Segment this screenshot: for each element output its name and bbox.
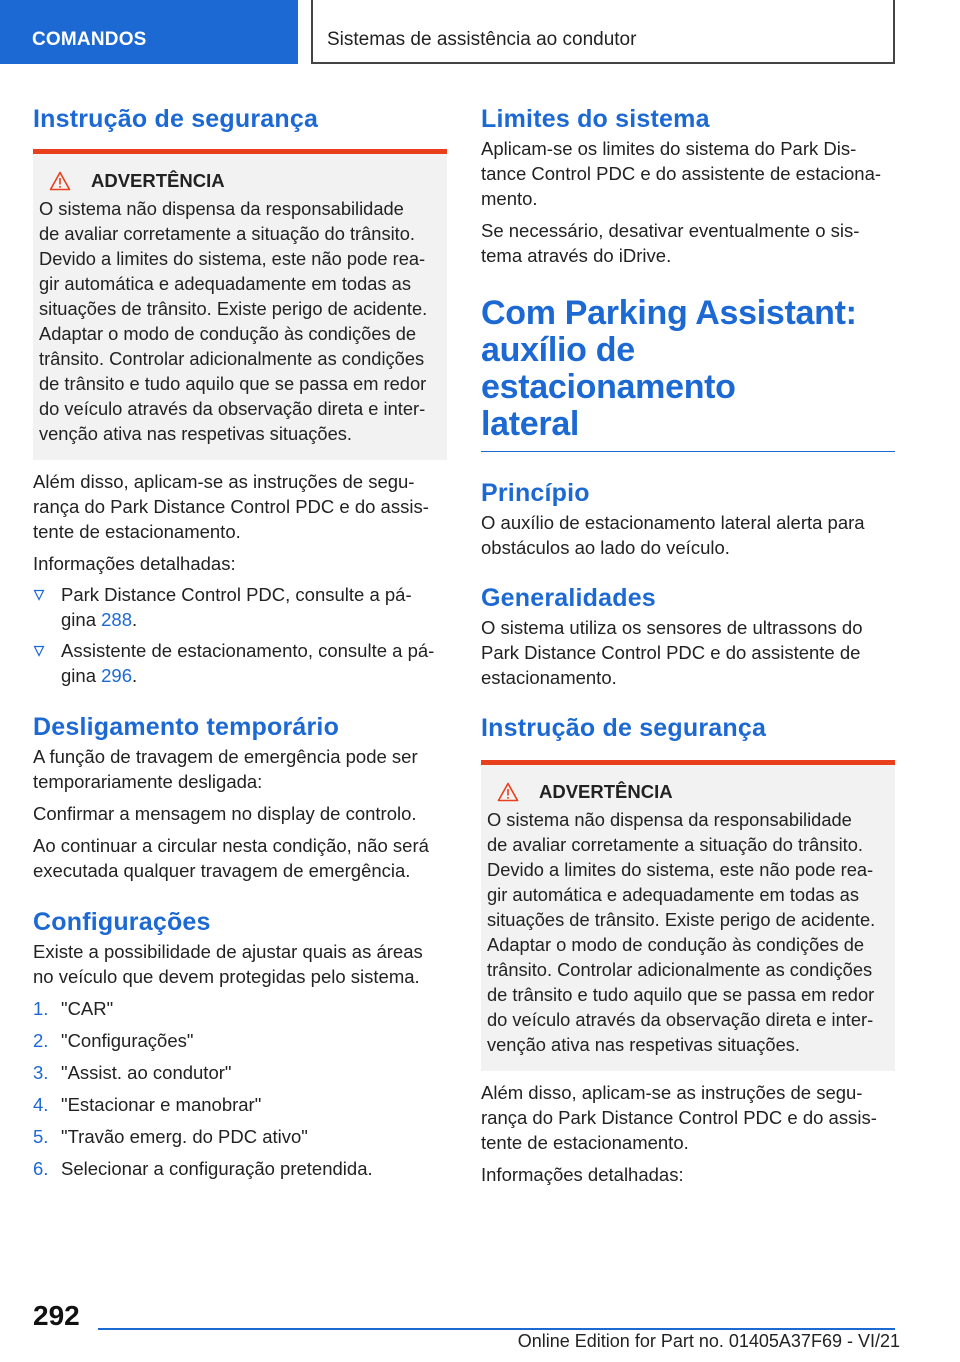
text-line: O auxílio de estacionamento lateral alerta para (481, 512, 865, 533)
warning-line: do veículo através da observação direta e inter- (487, 1009, 874, 1030)
section-tab: COMANDOS (0, 0, 298, 64)
left-column (33, 100, 447, 1181)
text-line: Se necessário, desativar eventualmente o sis- (481, 220, 860, 241)
text-line: temporariamente desligada: (33, 771, 263, 792)
chapter-heading: Com Parking Assistant: auxílio de estacionamento lateral (481, 295, 895, 452)
info-label: Informações detalhadas: (33, 553, 236, 574)
step-text: "Estacionar e manobrar" (61, 1094, 262, 1115)
also-paragraph (481, 1080, 895, 1155)
list-item-text: Assistente de estacionamento, consulte a pá- (61, 640, 435, 661)
text-line: no veículo que devem protegidas pelo sistema. (33, 966, 420, 987)
reference-list (33, 582, 447, 688)
step-number: 4. (33, 1094, 49, 1115)
step-text: "Travão emerg. do PDC ativo" (61, 1126, 308, 1147)
text-line: Confirmar a mensagem no display de controlo. (33, 803, 417, 824)
config-paragraph (33, 939, 447, 989)
text-line: tente de estacionamento. (481, 1132, 689, 1153)
limits-heading: Limites do sistema (481, 105, 710, 133)
limits-paragraph (481, 136, 895, 211)
text-line: O sistema utiliza os sensores de ultrassons do (481, 617, 863, 638)
page-header (0, 0, 960, 66)
step-item (33, 996, 447, 1021)
text-line: tema através do iDrive. (481, 245, 672, 266)
warning-line: O sistema não dispensa da responsabilidade (487, 809, 852, 830)
safety-heading: Instrução de segurança (481, 714, 767, 742)
step-number: 6. (33, 1158, 49, 1179)
text-line: rança do Park Distance Control PDC e do assis- (481, 1107, 877, 1128)
warning-line: situações de trânsito. Existe perigo de acidente. (487, 909, 876, 930)
list-item: Assistente de estacionamento, consulte a pá- gina 296. (33, 638, 447, 688)
text-line: tance Control PDC e do assistente de estaciona- (481, 163, 882, 184)
warning-line: trânsito. Controlar adicionalmente as condições (39, 348, 425, 369)
step-text: "Assist. ao condutor" (61, 1062, 232, 1083)
text-line: Existe a possibilidade de ajustar quais as áreas (33, 941, 423, 962)
warning-line: venção ativa nas respetivas situações. (39, 423, 352, 444)
step-item (33, 1156, 447, 1181)
page-number: 292 (33, 1300, 80, 1331)
config-steps (33, 996, 447, 1181)
warning-line: venção ativa nas respetivas situações. (487, 1034, 800, 1055)
config-heading: Configurações (33, 908, 211, 936)
warning-line: Devido a limites do sistema, este não pode rea- (487, 859, 874, 880)
text-line: Park Distance Control PDC e do assistente de (481, 642, 861, 663)
warning-box (481, 760, 895, 1071)
warning-line: trânsito. Controlar adicionalmente as condições (487, 959, 873, 980)
warning-title (487, 781, 889, 803)
step-text: "Configurações" (61, 1030, 194, 1051)
edition-note: Online Edition for Part no. 01405A37F69 - VI/21 (517, 1331, 900, 1351)
warning-line: situações de trânsito. Existe perigo de acidente. (39, 298, 428, 319)
warning-label: ADVERTÊNCIA (539, 781, 673, 802)
text-line: executada qualquer travagem de emergência. (33, 860, 411, 881)
step-number: 2. (33, 1030, 49, 1051)
warning-label: ADVERTÊNCIA (91, 170, 225, 191)
chapter-title: Sistemas de assistência ao condutor (311, 0, 895, 64)
page-link[interactable]: 296 (101, 665, 132, 686)
warning-line: do veículo através da observação direta e inter- (39, 398, 426, 419)
safety-heading: Instrução de segurança (33, 105, 319, 133)
list-item: Park Distance Control PDC, consulte a pá- gina 288. (33, 582, 447, 632)
text-line: Ao continuar a circular nesta condição, não será (33, 835, 429, 856)
warning-line: de avaliar corretamente a situação do trânsito. (39, 223, 415, 244)
text-line: estacionamento. (481, 667, 617, 688)
triangle-bullet-icon (33, 638, 61, 688)
step-text: "CAR" (61, 998, 114, 1019)
footer-divider (98, 1328, 895, 1330)
warning-line: Devido a limites do sistema, este não pode rea- (39, 248, 426, 269)
page-link[interactable]: 288 (101, 609, 132, 630)
also-paragraph (33, 469, 447, 544)
step-number: 3. (33, 1062, 49, 1083)
general-paragraph (481, 615, 895, 690)
step-item (33, 1092, 447, 1117)
step-text: Selecionar a configuração pretendida. (61, 1158, 373, 1179)
step-number: 5. (33, 1126, 49, 1147)
step-item (33, 1028, 447, 1053)
warning-line: gir automática e adequadamente em todas as (39, 273, 411, 294)
principle-paragraph (481, 510, 895, 560)
warning-box (33, 149, 447, 460)
list-item-text: Park Distance Control PDC, consulte a pá- (61, 584, 412, 605)
warning-title (39, 170, 441, 192)
text-line: tente de estacionamento. (33, 521, 241, 542)
right-column (481, 100, 895, 1187)
warning-line: de avaliar corretamente a situação do trânsito. (487, 834, 863, 855)
warning-line: gir automática e adequadamente em todas as (487, 884, 859, 905)
list-item-text: gina (61, 609, 102, 630)
step-item (33, 1124, 447, 1149)
text-line: obstáculos ao lado do veículo. (481, 537, 730, 558)
warning-triangle-icon (497, 782, 519, 802)
list-item-text: gina (61, 665, 102, 686)
warning-line: de trânsito e tudo aquilo que se passa em redor (487, 984, 875, 1005)
triangle-bullet-icon (33, 582, 61, 632)
warning-line: O sistema não dispensa da responsabilidade (39, 198, 404, 219)
general-heading: Generalidades (481, 584, 656, 612)
text-line: rança do Park Distance Control PDC e do assis- (33, 496, 429, 517)
principle-heading: Princípio (481, 479, 590, 507)
step-number: 1. (33, 998, 49, 1019)
warning-triangle-icon (49, 171, 71, 191)
text-line: mento. (481, 188, 538, 209)
temp-disable-heading: Desligamento temporário (33, 713, 340, 741)
warning-line: Adaptar o modo de condução às condições de (487, 934, 865, 955)
warning-line: Adaptar o modo de condução às condições de (39, 323, 417, 344)
temp-paragraph (33, 744, 447, 794)
text-line: A função de travagem de emergência pode ser (33, 746, 418, 767)
text-line: Além disso, aplicam-se as instruções de segu- (481, 1082, 863, 1103)
info-label: Informações detalhadas: (481, 1164, 684, 1185)
text-line: Aplicam-se os limites do sistema do Park Dis- (481, 138, 857, 159)
temp-paragraph-3 (33, 833, 447, 883)
text-line: Além disso, aplicam-se as instruções de segu- (33, 471, 415, 492)
step-item (33, 1060, 447, 1085)
limits-paragraph-2 (481, 218, 895, 268)
warning-line: de trânsito e tudo aquilo que se passa em redor (39, 373, 427, 394)
